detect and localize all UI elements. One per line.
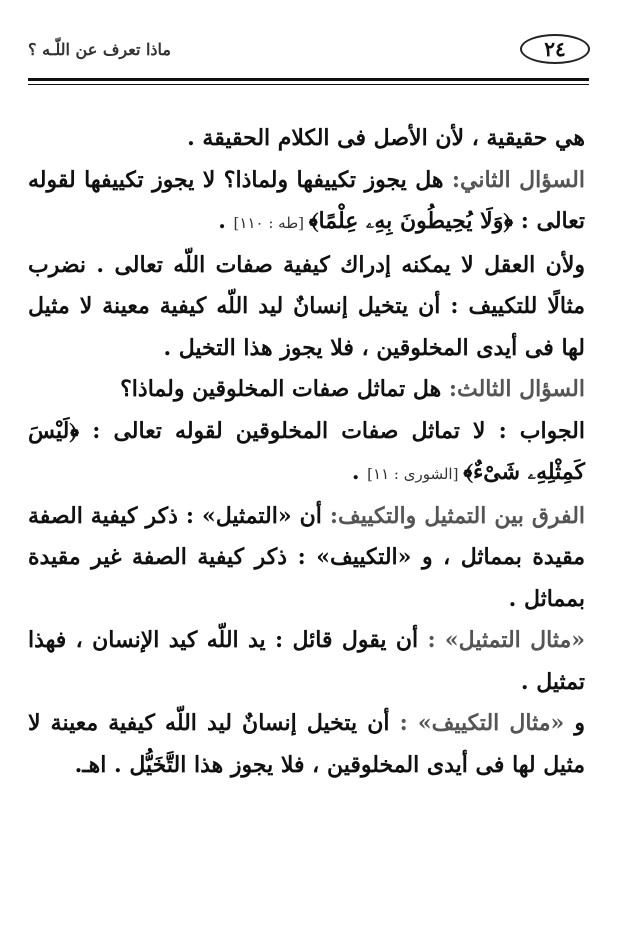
quran-verse-taha: ﴿وَلَا يُحِيطُونَ بِهِۦ عِلْمًا﴾ bbox=[308, 208, 514, 234]
citation-shura: [الشورى : ١١] bbox=[367, 465, 464, 483]
paragraph-example-takyif bbox=[28, 703, 585, 786]
paragraph-difference bbox=[28, 496, 585, 621]
question-2-label: السؤال الثاني: bbox=[451, 166, 585, 193]
page-number: ٢٤ bbox=[520, 34, 590, 64]
header-rule-thick bbox=[28, 78, 589, 81]
page-header bbox=[28, 28, 589, 78]
example-takyif-prefix: و bbox=[564, 710, 585, 736]
page-body bbox=[28, 118, 585, 786]
answer-text: الجواب : لا تماثل صفات المخلوقين لقوله تعالى : bbox=[79, 417, 585, 444]
question-3-text: هل تماثل صفات المخلوقين ولماذا؟ bbox=[120, 376, 449, 402]
paragraph-question-3 bbox=[28, 369, 585, 411]
example-tamthil-text: أن يقول قائل : يد اللّه كيد الإنسان ، فهذا تمثيل . bbox=[28, 627, 585, 695]
question-2-end: . bbox=[218, 208, 234, 234]
difference-text: أن «التمثيل» : ذكر كيفية الصفة مقيدة بمماثل ، و «التكييف» : ذكر كيفية الصفة غير مقيدة بمماثل . bbox=[28, 502, 585, 612]
question-2-text: هل يجوز تكييفها ولماذا؟ لا يجوز تكييفها لقوله تعالى : bbox=[28, 166, 585, 234]
citation-taha: [طه : ١١٠] bbox=[233, 214, 309, 232]
running-title: ماذا تعرف عن اللّـه ؟ bbox=[28, 40, 171, 59]
paragraph-question-2 bbox=[28, 160, 585, 245]
example-tamthil-label: «مثال التمثيل» : bbox=[427, 627, 585, 653]
example-takyif-label: «مثال التكييف» : bbox=[399, 710, 565, 736]
paragraph-intro: هي حقيقية ، لأن الأصل فى الكلام الحقيقة . bbox=[187, 125, 585, 151]
paragraph-example-tamthil bbox=[28, 620, 585, 703]
difference-label: الفرق بين التمثيل والتكييف: bbox=[329, 502, 586, 529]
answer-end: . bbox=[351, 459, 368, 485]
example-takyif-text: أن يتخيل إنسانٌ ليد اللّه كيفية معينة لا مثيل لها فى أيدى المخلوقين ، فلا يجوز هذا التَّخَيُّل . اهـ. bbox=[28, 710, 585, 778]
paragraph-reason: ولأن العقل لا يمكنه إدراك كيفية صفات اللّه تعالى . نضرب مثالًا للتكييف : أن يتخيل إنسانٌ ليد اللّه كيفية معينة لا مثيل لها فى أيدى المخلوقين ، فلا يجوز هذا التخيل . bbox=[28, 251, 585, 361]
header-rule-thin bbox=[28, 84, 589, 85]
paragraph-answer bbox=[28, 411, 585, 496]
question-3-label: السؤال الثالث: bbox=[448, 376, 585, 402]
quran-verse-shura: ﴿لَيْسَ كَمِثْلِهِۦ شَىْءٌ﴾ bbox=[28, 417, 585, 485]
